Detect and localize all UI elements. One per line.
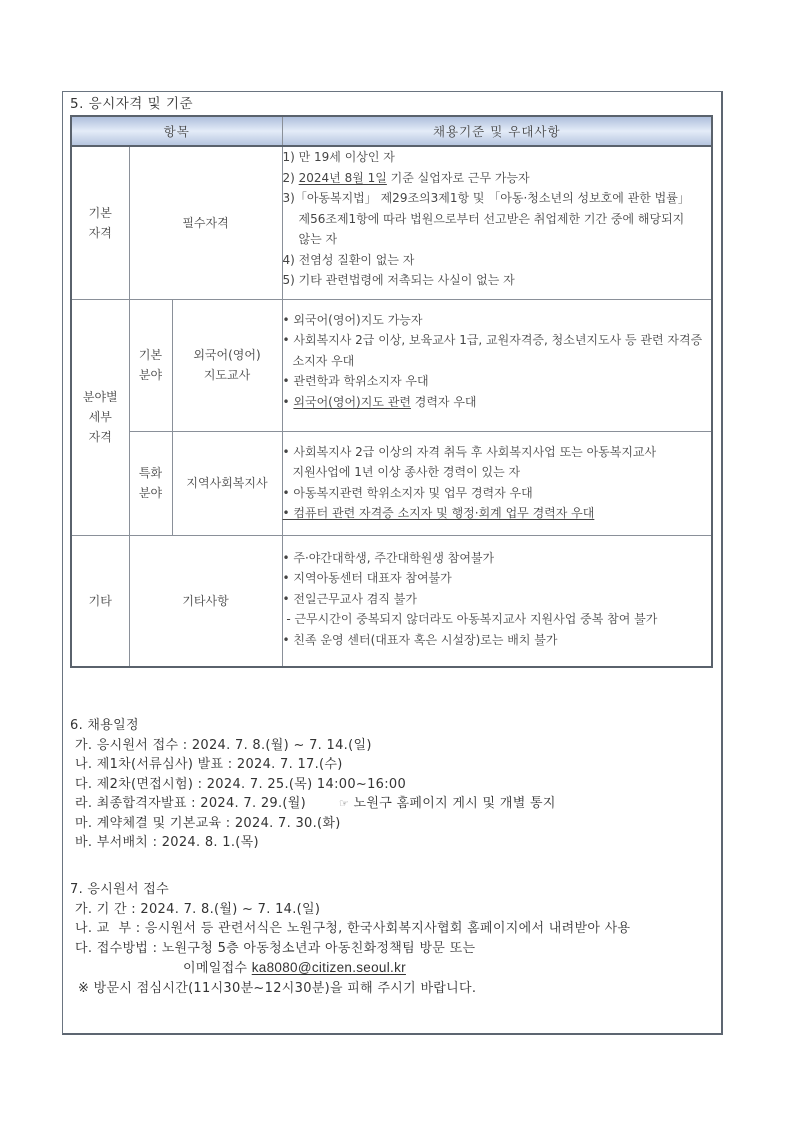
- subcategory-required: 필수자격: [129, 146, 282, 299]
- section-5-title: 5. 응시자격 및 기준: [70, 96, 194, 112]
- category-basic: 기본 자격: [71, 146, 129, 299]
- table-header-row: [71, 116, 712, 146]
- section-7: [70, 880, 630, 998]
- application-item: 나. 교 부 : 응시원서 등 관련서식은 노원구청, 한국사회복지사협회 홈페이지에서 내려받아 사용: [75, 921, 631, 936]
- application-item: 가. 기 간 : 2024. 7. 8.(월) ~ 7. 14.(일): [75, 901, 321, 917]
- schedule-item: 라. 최종합격자발표 : 2024. 7. 29.(월) ☞ 노원구 홈페이지 게시 및 개별 통지: [75, 796, 556, 811]
- schedule-item: 마. 계약체결 및 기본교육 : 2024. 7. 30.(화): [75, 815, 341, 831]
- category-field: 분야별 세부 자격: [71, 299, 129, 535]
- field-basic-role: 외국어(영어) 지도교사: [172, 299, 282, 431]
- subcategory-other: 기타사항: [129, 535, 282, 667]
- field-special-role: 지역사회복지사: [172, 431, 282, 535]
- section-6: [70, 716, 556, 853]
- table-row-basic: [71, 146, 712, 299]
- qualification-table: [70, 115, 713, 668]
- section-7-title: 7. 응시원서 접수: [70, 882, 170, 897]
- table-row-field-basic: [71, 299, 712, 431]
- table-row-other: [71, 535, 712, 667]
- application-item: 다. 접수방법 : 노원구청 5층 아동청소년과 아동친화정책팀 방문 또는: [75, 940, 476, 956]
- schedule-item: 가. 응시원서 접수 : 2024. 7. 8.(월) ~ 7. 14.(일): [75, 737, 372, 753]
- email-line: 이메일접수 ka8080@citizen.seoul.kr: [183, 960, 406, 976]
- header-item: 항목: [71, 116, 282, 146]
- field-special-label: 특화 분야: [129, 431, 172, 535]
- table-row-field-special: [71, 431, 712, 535]
- basic-criteria: 1) 만 19세 이상인 자 2) 2024년 8월 1일 기준 실업자로 근무 가능자 3)「아동복지법」 제29조의3제1항 및 「아동·청소년의 성보호에 관한 법률」 제56조제1항에 따라 법원으로부터 선고받은 취업제한 기간 중에 해당되지 않는 자 4) 전염성 질환이 없는 자 5) 기타 관련법령에 저촉되는 사실이 없는 자: [282, 146, 712, 299]
- schedule-item: 다. 제2차(면접시험) : 2024. 7. 25.(목) 14:00~16:00: [75, 776, 407, 792]
- other-criteria: • 주·야간대학생, 주간대학원생 참여불가 • 지역아동센터 대표자 참여불가 • 전일근무교사 겸직 불가 - 근무시간이 중복되지 않더라도 아동복지교사 지원사업 중복 참여 불가 • 친족 운영 센터(대표자 혹은 시설장)로는 배치 불가: [282, 535, 712, 667]
- header-criteria: 채용기준 및 우대사항: [282, 116, 712, 146]
- category-other: 기타: [71, 535, 129, 667]
- section-6-title: 6. 채용일정: [70, 718, 139, 733]
- lunch-note: ※ 방문시 점심시간(11시30분~12시30분)을 피해 주시기 바랍니다.: [78, 980, 477, 996]
- field-special-criteria: • 사회복지사 2급 이상의 자격 취득 후 사회복지사업 또는 아동복지교사 지원사업에 1년 이상 종사한 경력이 있는 자 • 아동복지관련 학위소지자 및 업무 경력자 우대 • 컴퓨터 관련 자격증 소지자 및 행정·회계 업무 경력자 우대: [282, 431, 712, 535]
- schedule-item: 바. 부서배치 : 2024. 8. 1.(목): [75, 835, 259, 850]
- pointing-hand-icon: ☞: [338, 797, 350, 810]
- field-basic-criteria: • 외국어(영어)지도 가능자 • 사회복지사 2급 이상, 보육교사 1급, 교원자격증, 청소년지도사 등 관련 자격증 소지자 우대 • 관련학과 학위소지자 우대 • 외국어(영어)지도 관련 경력자 우대: [282, 299, 712, 431]
- criteria-date-line: 2) 2024년 8월 1일 기준 실업자로 근무 가능자: [282, 170, 530, 185]
- email-link[interactable]: ka8080@citizen.seoul.kr: [251, 960, 406, 975]
- field-basic-label: 기본 분야: [129, 299, 172, 431]
- schedule-item: 나. 제1차(서류심사) 발표 : 2024. 7. 17.(수): [75, 757, 343, 772]
